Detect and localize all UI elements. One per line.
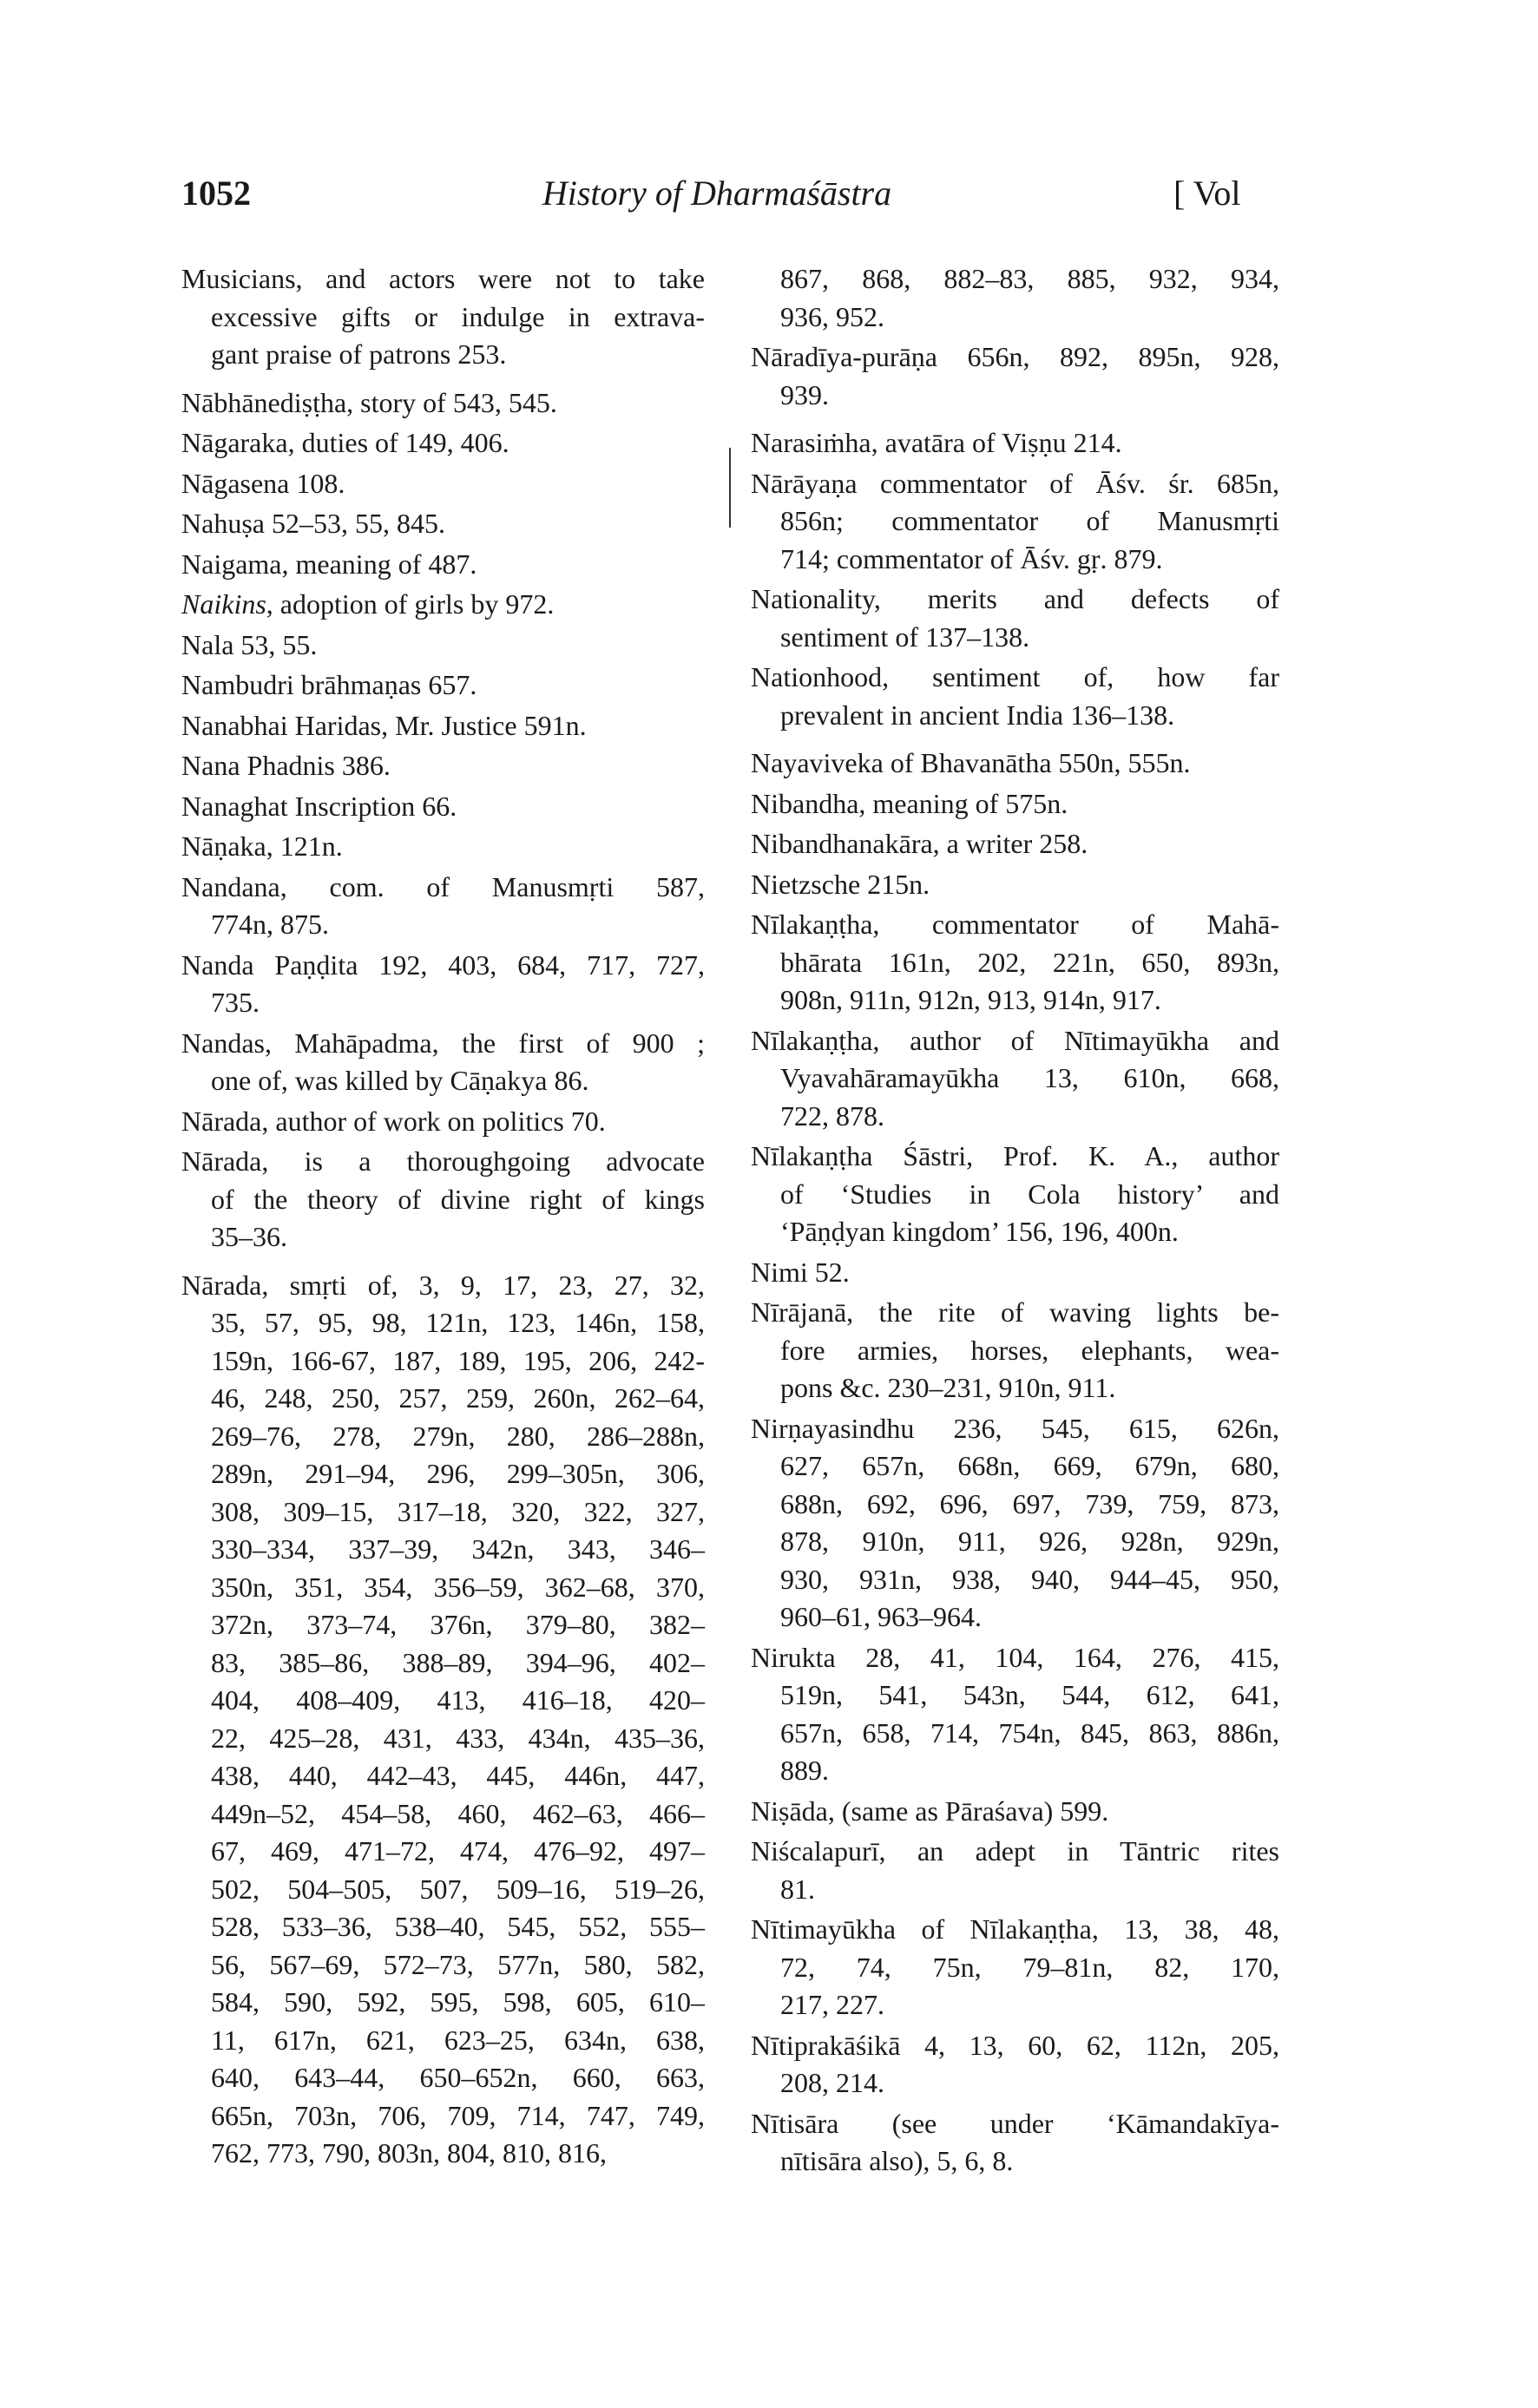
index-entry-line: [751, 1949, 1279, 1987]
index-entry: [181, 1267, 705, 2173]
entry-text: prevalent in ancient India 136–138.: [780, 699, 1175, 731]
entry-text: 960–61, 963–964.: [780, 1601, 982, 1632]
index-entry: [181, 546, 705, 584]
index-entry-line: [181, 666, 705, 705]
index-entry-line: [181, 828, 705, 866]
entry-text: Niścalapurī, an adept in Tāntric rites: [751, 1835, 1279, 1867]
entry-text: 735.: [211, 987, 260, 1018]
entry-text: Nāradīya-purāṇa 656n, 892, 895n, 928,: [751, 341, 1279, 372]
index-entry-line: [751, 1369, 1279, 1407]
entry-text: Narasiṁha, avatāra of Viṣṇu 214.: [751, 427, 1122, 458]
entry-text: Nītiprakāśikā 4, 13, 60, 62, 112n, 205,: [751, 2029, 1279, 2061]
entry-text: Nana Phadnis 386.: [181, 750, 391, 781]
entry-text: of the theory of divine right of kings: [211, 1183, 705, 1215]
index-entry-line: [751, 866, 1279, 904]
entry-text: Nīrājanā, the rite of waving lights be-: [751, 1296, 1279, 1328]
entry-text: Nīlakaṇṭha, author of Nītimayūkha and: [751, 1024, 1279, 1056]
entry-text: Nibandha, meaning of 575n.: [751, 787, 1068, 819]
index-entry: [181, 465, 705, 503]
entry-text: 449n–52, 454–58, 460, 462–63, 466–: [211, 1797, 705, 1829]
entry-text: Nābhānediṣṭha, story of 543, 545.: [181, 386, 557, 418]
index-entry-line: [751, 2027, 1279, 2065]
index-entry-line: [181, 1103, 705, 1141]
index-entry: [181, 666, 705, 705]
index-entry: [751, 785, 1279, 823]
entry-text: Nārada, author of work on politics 70.: [181, 1105, 606, 1137]
index-entry: [181, 260, 705, 374]
entry-text: Nanda Paṇḍita 192, 403, 684, 717, 727,: [181, 948, 705, 981]
index-entry-line: [181, 1531, 705, 1569]
entry-text: 889.: [780, 1755, 829, 1786]
index-entry-line: [181, 1342, 705, 1381]
index-entry-line: [181, 1493, 705, 1532]
index-column-right: [751, 258, 1279, 2181]
index-entry-line: [751, 619, 1279, 657]
index-entry-line: [181, 1984, 705, 2022]
index-entry-line: [751, 1598, 1279, 1637]
entry-text: 46, 248, 250, 257, 259, 260n, 262–64,: [211, 1382, 705, 1414]
entry-text: Nāgasena 108.: [181, 467, 345, 499]
index-entry-line: [751, 1715, 1279, 1753]
index-entry-line: [181, 1644, 705, 1683]
index-entry: [181, 1025, 705, 1100]
entry-text: Nandana, com. of Manusmṛti 587,: [181, 870, 705, 902]
entry-text: Nārada, smṛti of, 3, 9, 17, 23, 27, 32,: [181, 1269, 705, 1301]
index-entry: [751, 1138, 1279, 1251]
index-entry-line: [181, 1025, 705, 1063]
entry-text: Niṣāda, (same as Pāraśava) 599.: [751, 1795, 1109, 1827]
index-entry-line: [751, 465, 1279, 503]
entry-text: Nibandhanakāra, a writer 258.: [751, 828, 1088, 859]
index-entry-line: [181, 869, 705, 907]
entry-text: Nanabhai Haridas, Mr. Justice 591n.: [181, 709, 587, 741]
entry-text: Nimi 52.: [751, 1256, 850, 1288]
index-entry-line: [751, 1332, 1279, 1370]
index-entry-line: [181, 747, 705, 785]
page-number: 1052: [181, 174, 251, 213]
index-entry-line: [181, 2097, 705, 2136]
entry-text: 774n, 875.: [211, 909, 329, 940]
volume-label: [ Vol: [1173, 174, 1241, 213]
entry-text: Nationhood, sentiment of, how far: [751, 661, 1279, 692]
index-entry: [751, 1911, 1279, 2024]
index-entry-line: [751, 1254, 1279, 1292]
index-entry: [751, 745, 1279, 783]
entry-text: 584, 590, 592, 595, 598, 605, 610–: [211, 1986, 705, 2018]
index-entry-line: [181, 1143, 705, 1181]
entry-text: 56, 567–69, 572–73, 577n, 580, 582,: [211, 1948, 705, 1980]
index-entry: [751, 424, 1279, 463]
index-entry-line: [751, 260, 1279, 299]
index-entry-line: [751, 906, 1279, 944]
index-entry-line: [181, 1304, 705, 1342]
index-entry-line: [181, 2135, 705, 2173]
entry-text: 722, 878.: [780, 1099, 884, 1132]
index-entry-line: [181, 546, 705, 584]
index-entry: [181, 747, 705, 785]
index-entry-line: [181, 1455, 705, 1493]
entry-text: 908n, 911n, 912n, 913, 914n, 917.: [780, 984, 1161, 1015]
index-entry: [751, 906, 1279, 1020]
index-entry-line: [751, 981, 1279, 1020]
entry-text: 269–76, 278, 279n, 280, 286–288n,: [211, 1420, 705, 1452]
entry-text: 665n, 703n, 706, 709, 714, 747, 749,: [211, 2099, 705, 2131]
entry-text: Vyavahāramayūkha 13, 610n, 668,: [780, 1062, 1279, 1093]
index-entry-line: [751, 944, 1279, 982]
entry-text: 762, 773, 790, 803n, 804, 810, 816,: [211, 2137, 607, 2169]
entry-text: gant praise of patrons 253.: [211, 338, 507, 370]
index-entry: [751, 2105, 1279, 2181]
column-divider: [729, 448, 731, 528]
index-entry: [751, 1254, 1279, 1292]
index-entry-line: [181, 299, 705, 337]
index-entry-line: [751, 697, 1279, 735]
index-entry-line: [751, 1871, 1279, 1909]
index-entry: [751, 1022, 1279, 1136]
entry-text: 22, 425–28, 431, 433, 434n, 435–36,: [211, 1722, 705, 1754]
index-entry-line: [181, 1946, 705, 1985]
index-entry-line: [751, 1294, 1279, 1332]
index-column-left: [181, 258, 705, 2173]
index-entry-line: [181, 505, 705, 543]
entry-text: 372n, 373–74, 376n, 379–80, 382–: [211, 1609, 705, 1640]
entry-text: of ‘Studies in Cola history’ and: [780, 1178, 1279, 1210]
index-entry: [751, 581, 1279, 656]
entry-text: 640, 643–44, 650–652n, 660, 663,: [211, 2062, 705, 2093]
index-entry: [751, 659, 1279, 734]
entry-text: Nāṇaka, 121n.: [181, 830, 343, 862]
index-entry: [181, 424, 705, 463]
index-entry-line: [751, 1523, 1279, 1561]
index-entry-line: [181, 1380, 705, 1418]
entry-text: excessive gifts or indulge in extrava-: [211, 300, 705, 332]
entry-text: 519n, 541, 543n, 544, 612, 641,: [780, 1679, 1279, 1710]
index-entry-line: [751, 581, 1279, 619]
index-entry-line: [181, 947, 705, 985]
index-entry: [181, 1143, 705, 1256]
index-entry-line: [181, 984, 705, 1022]
index-entry-line: [181, 260, 705, 299]
index-entry: [181, 505, 705, 543]
entry-text: Nala 53, 55.: [181, 628, 318, 660]
entry-text: 72, 74, 75n, 79–81n, 82, 170,: [780, 1951, 1279, 1983]
index-entry-line: [751, 1176, 1279, 1214]
index-entry-line: [751, 1986, 1279, 2024]
index-entry-line: [751, 1022, 1279, 1060]
entry-text: 67, 469, 471–72, 474, 476–92, 497–: [211, 1835, 705, 1867]
index-entry-line: [181, 1181, 705, 1219]
index-entry-line: [181, 1833, 705, 1871]
entry-text: 930, 931n, 938, 940, 944–45, 950,: [780, 1563, 1279, 1595]
entry-text: 308, 309–15, 317–18, 320, 322, 327,: [211, 1495, 705, 1527]
entry-text: 528, 533–36, 538–40, 545, 552, 555–: [211, 1911, 705, 1942]
entry-text: one of, was killed by Cāṇakya 86.: [211, 1065, 589, 1096]
entry-text: 856n; commentator of Manusmṛti: [780, 505, 1279, 536]
entry-text: ‘Pāṇḍyan kingdom’ 156, 196, 400n.: [780, 1216, 1179, 1247]
index-entry-line: [181, 424, 705, 463]
entry-text: Nayaviveka of Bhavanātha 550n, 555n.: [751, 747, 1191, 778]
entry-text: 502, 504–505, 507, 509–16, 519–26,: [211, 1873, 705, 1905]
entry-text: Nirṇayasindhu 236, 545, 615, 626n,: [751, 1412, 1279, 1444]
entry-text: 878, 910n, 911, 926, 928n, 929n,: [780, 1526, 1279, 1557]
index-entry: [181, 707, 705, 745]
entry-text: Nītimayūkha of Nīlakaṇṭha, 13, 38, 48,: [751, 1913, 1279, 1945]
index-entry-line: [751, 2105, 1279, 2143]
index-entry-line: [181, 1871, 705, 1909]
index-entry-line: [181, 1062, 705, 1100]
entry-text: pons &c. 230–231, 910n, 911.: [780, 1372, 1116, 1403]
entry-text: 867, 868, 882–83, 885, 932, 934,: [780, 263, 1279, 294]
entry-text: 35, 57, 95, 98, 121n, 123, 146n, 158,: [211, 1307, 705, 1338]
index-entry-line: [751, 1793, 1279, 1831]
index-entry-line: [751, 1833, 1279, 1871]
index-entry-line: [751, 1447, 1279, 1486]
entry-text: 657n, 658, 714, 754n, 845, 863, 886n,: [780, 1716, 1279, 1749]
entry-text: , adoption of girls by 972.: [266, 588, 555, 620]
index-entry: [181, 869, 705, 944]
entry-text: Nirukta 28, 41, 104, 164, 276, 415,: [751, 1641, 1279, 1673]
index-entry: [751, 2027, 1279, 2103]
index-entry: [181, 1103, 705, 1141]
index-entry-line: [751, 424, 1279, 463]
entry-text: 939.: [780, 378, 829, 410]
index-entry-line: [181, 586, 705, 624]
index-entry-line: [751, 1676, 1279, 1715]
index-entry-line: [181, 1218, 705, 1256]
index-entry-line: [181, 1682, 705, 1720]
entry-text: Nītisāra (see under ‘Kāmandakīya-: [751, 2107, 1279, 2139]
book-title: History of Dharmaśāstra: [542, 174, 892, 213]
entry-text: 350n, 351, 354, 356–59, 362–68, 370,: [211, 1571, 705, 1603]
index-entry: [751, 1410, 1279, 1637]
index-entry-line: [751, 1138, 1279, 1176]
entry-text: 936, 952.: [780, 300, 884, 332]
entry-text: Nahuṣa 52–53, 55, 845.: [181, 508, 445, 539]
entry-text: bhārata 161n, 202, 221n, 650, 893n,: [780, 946, 1279, 978]
entry-text: 714; commentator of Āśv. gṛ. 879.: [780, 542, 1163, 574]
entry-text: nītisāra also), 5, 6, 8.: [780, 2145, 1014, 2176]
index-entry-line: [751, 1752, 1279, 1790]
index-entry-line: [181, 2022, 705, 2060]
index-entry: [751, 1793, 1279, 1831]
entry-text: Nīlakaṇṭha, commentator of Mahā-: [751, 909, 1279, 940]
index-entry-line: [181, 465, 705, 503]
index-entry: [751, 1294, 1279, 1407]
index-entry: [751, 866, 1279, 904]
entry-text: Nietzsche 215n.: [751, 868, 930, 900]
entry-text: 208, 214.: [780, 2067, 884, 2098]
entry-text: fore armies, horses, elephants, wea-: [780, 1334, 1279, 1366]
entry-text: 627, 657n, 668n, 669, 679n, 680,: [780, 1450, 1279, 1481]
index-entry-line: [181, 1720, 705, 1758]
index-entry: [751, 1639, 1279, 1790]
index-entry-line: [751, 745, 1279, 783]
index-entry-line: [751, 338, 1279, 377]
entry-text: Nandas, Mahāpadma, the first of 900 ;: [181, 1027, 705, 1059]
index-entry-line: [181, 1418, 705, 1456]
entry-text: sentiment of 137–138.: [780, 620, 1030, 653]
index-entry-line: [181, 627, 705, 665]
entry-text: Nationality, merits and defects of: [751, 583, 1279, 614]
entry-text: Naigama, meaning of 487.: [181, 548, 477, 580]
entry-text: Musicians, and actors were not to take: [181, 263, 705, 294]
index-entry-line: [751, 1639, 1279, 1677]
index-entry-line: [751, 1561, 1279, 1599]
index-entry-line: [181, 1757, 705, 1795]
index-entry-line: [181, 707, 705, 745]
entry-text: 35–36.: [211, 1221, 287, 1252]
entry-text: Nīlakaṇṭha Śāstri, Prof. K. A., author: [751, 1140, 1279, 1171]
index-entry: [751, 1833, 1279, 1908]
index-entry-line: [751, 1213, 1279, 1251]
index-entry: [181, 586, 705, 624]
index-entry-line: [751, 659, 1279, 697]
index-entry: [751, 465, 1279, 579]
index-entry-line: [181, 1569, 705, 1607]
index-entry-line: [181, 1795, 705, 1834]
entry-text: 81.: [780, 1873, 815, 1905]
entry-text: Nārada, is a thoroughgoing advocate: [181, 1145, 705, 1177]
index-entry-line: [751, 1911, 1279, 1949]
index-entry-line: [751, 299, 1279, 337]
index-entry: [751, 825, 1279, 863]
entry-text: 11, 617n, 621, 623–25, 634n, 638,: [211, 2024, 705, 2056]
entry-head-italic: Naikins: [181, 588, 266, 620]
index-entry-line: [181, 1606, 705, 1644]
index-entry: [751, 260, 1279, 336]
entry-text: 289n, 291–94, 296, 299–305n, 306,: [211, 1458, 705, 1489]
index-entry-line: [181, 906, 705, 944]
index-entry: [181, 828, 705, 866]
entry-text: Nāgaraka, duties of 149, 406.: [181, 427, 509, 458]
index-entry-line: [181, 2059, 705, 2097]
entry-text: Nanaghat Inscription 66.: [181, 790, 457, 822]
index-entry: [751, 338, 1279, 414]
index-entry-line: [181, 384, 705, 423]
index-entry-line: [751, 1060, 1279, 1098]
index-entry-line: [181, 788, 705, 826]
index-entry: [181, 627, 705, 665]
entry-text: 159n, 166-67, 187, 189, 195, 206, 242-: [211, 1344, 705, 1376]
index-entry-line: [751, 541, 1279, 579]
index-entry-line: [751, 1098, 1279, 1136]
entry-text: 83, 385–86, 388–89, 394–96, 402–: [211, 1646, 705, 1678]
entry-text: 404, 408–409, 413, 416–18, 420–: [211, 1684, 705, 1716]
index-entry-line: [751, 1410, 1279, 1448]
index-entry: [181, 947, 705, 1022]
index-entry-line: [751, 825, 1279, 863]
entry-text: 438, 440, 442–43, 445, 446n, 447,: [211, 1760, 705, 1791]
index-entry-line: [181, 336, 705, 374]
index-entry: [181, 788, 705, 826]
entry-text: 330–334, 337–39, 342n, 343, 346–: [211, 1533, 705, 1565]
entry-text: Nārāyaṇa commentator of Āśv. śr. 685n,: [751, 467, 1279, 499]
entry-text: 217, 227.: [780, 1989, 884, 2020]
index-entry-line: [751, 502, 1279, 541]
index-entry-line: [751, 785, 1279, 823]
index-entry: [181, 384, 705, 423]
index-entry-line: [181, 1908, 705, 1946]
index-entry-line: [751, 1486, 1279, 1524]
entry-text: Nambudri brāhmaṇas 657.: [181, 669, 477, 700]
index-entry-line: [181, 1267, 705, 1305]
index-entry-line: [751, 2142, 1279, 2181]
index-entry-line: [751, 2064, 1279, 2103]
entry-text: 688n, 692, 696, 697, 739, 759, 873,: [780, 1487, 1279, 1519]
index-entry-line: [751, 377, 1279, 415]
